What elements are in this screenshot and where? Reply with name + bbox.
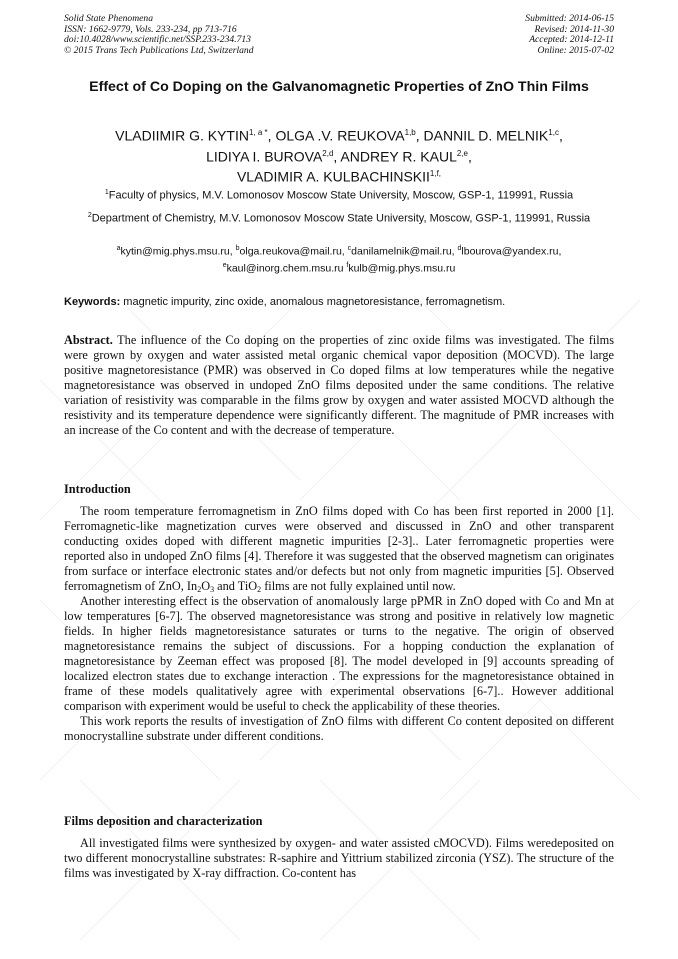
issn-line: ISSN: 1662-9779, Vols. 233-234, pp 713-716	[64, 23, 237, 35]
author: DANNIL D. MELNIK	[423, 127, 549, 144]
email-link[interactable]: lbourova@yandex.ru,	[461, 245, 562, 258]
online-date: Online: 2015-07-02	[537, 44, 614, 56]
abstract-text: The influence of the Co doping on the properties of zinc oxide films was investigated. The films were grown by oxygen and water assisted metal organic chemical vapor deposition (MOCVD). The large positive magnetoresistance (PMR) was observed in Co doped films at low temperatures while the negative magnetoresistance was observed in undoped ZnO films deposited under the same conditions. The relative variation of resistivity was comparable in the films grow by oxygen and water assisted MOCVD although the resistivity and its temperature dependence were significantly different. The magnitude of PMR increases with an increase of the Co content and with the decrease of temperature.	[64, 333, 614, 437]
email-sup: d	[457, 245, 462, 252]
author-sup: 2,e	[456, 148, 468, 158]
paper-title: Effect of Co Doping on the Galvanomagnetic Properties of ZnO Thin Films	[89, 79, 589, 95]
author-sup: 1,f,	[429, 169, 442, 179]
films-body	[64, 836, 614, 881]
section-heading-introduction: Introduction	[64, 482, 131, 496]
author: LIDIYA I. BUROVA	[206, 148, 323, 165]
email-sup: a	[116, 245, 121, 252]
intro-text: and TiO	[214, 579, 258, 593]
intro-paragraph-2: Another interesting effect is the observation of anomalously large pPMR in ZnO doped with Co and Mn at low temperatures [6-7]. The observed magnetoresistance was strong and positive in relatively low magnetic fields. In higher fields magnetoresistance saturates or turns to the negative. The origin of observed magnetoresistance remains the subject of discussions. For a hopping conduction the explanation of magnetoresistance by Zeeman effect was proposed [8]. The model developed in [9] accounts spreading of localized electron states due to exchange interaction . The expressions for the magnetoresistance obtained in frame of these models qualitatively agree with experimental observations [6-7].. However additional comparison with experiment would be useful to check the applicability of these theories.	[64, 594, 614, 713]
subscript: 3	[210, 585, 215, 594]
keywords-text: magnetic impurity, zinc oxide, anomalous magnetoresistance, ferromagnetism.	[120, 296, 506, 308]
abstract	[64, 333, 614, 438]
accepted-date: Accepted: 2014-12-11	[529, 34, 614, 46]
email-link[interactable]: kytin@mig.phys.msu.ru,	[120, 245, 236, 258]
author-sep: ,	[333, 148, 341, 165]
author-sup: 2,d	[322, 148, 334, 158]
email-sup: e	[222, 261, 227, 269]
subscript: 2	[257, 585, 262, 594]
abstract-label: Abstract.	[64, 333, 113, 347]
email-list	[64, 242, 614, 275]
author: ANDREY R. KAUL	[340, 148, 457, 165]
affiliation-2	[64, 209, 614, 226]
author-sep: ,	[468, 148, 472, 165]
affiliation-num: 2	[87, 212, 92, 219]
email-link[interactable]: kulb@mig.phys.msu.ru	[348, 262, 456, 274]
email-link[interactable]: olga.reukova@mail.ru,	[239, 245, 348, 258]
intro-text: O	[201, 579, 211, 593]
introduction-body	[64, 504, 614, 744]
journal-info	[64, 14, 254, 56]
keywords-label: Keywords:	[64, 296, 121, 308]
author-sep: ,	[415, 127, 424, 144]
copyright-line: © 2015 Trans Tech Publications Ltd, Switzerland	[64, 44, 254, 56]
author: VLADIIMIR G. KYTIN	[115, 127, 249, 144]
submitted-date: Submitted: 2014-06-15	[525, 13, 614, 24]
subscript: 2	[197, 585, 202, 594]
intro-paragraph-3: This work reports the results of investigation of ZnO films with different Co content deposited on different monocrystalline substrate under different conditions.	[64, 714, 614, 743]
email-sup: f	[346, 261, 349, 269]
author-list	[64, 124, 614, 186]
author-sep: ,	[558, 127, 563, 144]
email-link[interactable]: kaul@inorg.chem.msu.ru	[226, 262, 347, 274]
author-sep: ,	[267, 127, 276, 144]
email-sup: b	[235, 245, 240, 252]
intro-text: films are not fully explained until now.	[261, 579, 456, 593]
affiliation-1	[64, 186, 614, 203]
revised-date: Revised: 2014-11-30	[534, 23, 614, 35]
affiliation-text: Department of Chemistry, M.V. Lomonosov Moscow State University, Moscow, GSP-1, 119991, Russia	[91, 212, 591, 225]
doi-line: doi:10.4028/www.scientific.net/SSP.233-234.713	[64, 34, 251, 46]
publication-dates	[525, 14, 614, 56]
intro-paragraph-1	[64, 504, 614, 594]
journal-name: Solid State Phenomena	[64, 13, 153, 24]
author: VLADIMIR A. KULBACHINSKII	[236, 168, 430, 185]
author-sup: 1,c	[548, 128, 559, 137]
affiliation-num: 1	[104, 189, 109, 196]
keywords	[64, 295, 614, 309]
intro-text: The room temperature ferromagnetism in ZnO films doped with Co has been first reported in 2000 [1]. Ferromagnetic-like magnetization curves were observed and discussed in ZnO and other transparent conducting oxides doped with different magnetic impurities [2-3].. Later ferromagnetic properties were reported also in undoped ZnO films [4]. Therefore it was suggested that the observed magnetism can originates from surface or interface electronic states and/or defects but not only from magnetic impurities [5]. Observed ferromagnetism of ZnO, In	[64, 504, 614, 593]
email-sup: c	[347, 245, 352, 252]
affiliation-text: Faculty of physics, M.V. Lomonosov Moscow State University, Moscow, GSP-1, 119991, Russia	[108, 189, 574, 202]
films-paragraph-1: All investigated films were synthesized by oxygen- and water assisted cMOCVD). Films weredeposited on two different monocrystalline substrates: R-saphire and Yittrium stabilized zirconia (YSZ). The structure of the films was investigated by X-ray diffraction. Co-content has	[64, 836, 614, 880]
author: OLGA .V. REUKOVA	[275, 127, 405, 144]
author-sup: 1,b	[404, 128, 416, 137]
email-link[interactable]: danilamelnik@mail.ru,	[351, 245, 458, 258]
section-heading-films: Films deposition and characterization	[64, 814, 263, 828]
author-sup: 1, a *	[248, 128, 268, 137]
